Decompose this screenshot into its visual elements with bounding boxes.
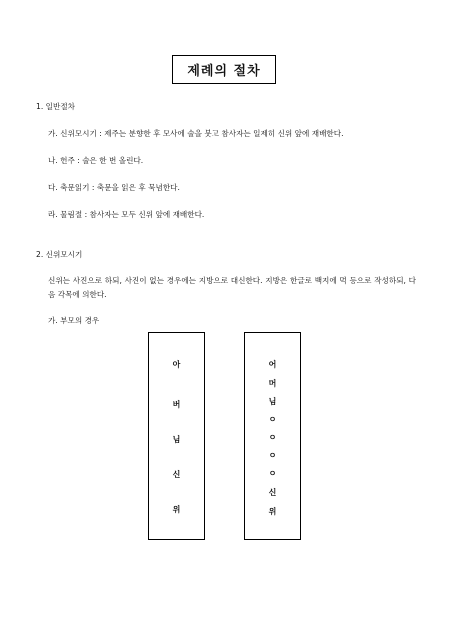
tablet-character: 신 [268,488,277,497]
tablet-character: 님 [268,397,277,406]
mother-memorial-tablet [244,332,301,540]
tablet-character: 위 [172,505,181,514]
section-2-heading: 2. 신위모시기 [36,250,83,259]
father-memorial-tablet [148,332,205,540]
tablet-character: ㅇ [268,415,277,424]
tablet-character: 머 [268,379,277,388]
section-1-item: 나. 헌주 : 술은 한 번 올린다. [48,156,144,165]
tablet-character: 아 [172,360,181,369]
tablet-character: 신 [172,470,181,479]
tablet-character: 님 [172,435,181,444]
section-2-sub-heading: 가. 부모의 경우 [48,316,100,325]
tablet-character: ㅇ [268,433,277,442]
tablet-character: 버 [172,400,181,409]
tablet-character: ㅇ [268,451,277,460]
tablet-character: ㅇ [268,469,277,478]
section-2-paragraph: 신위는 사진으로 하되, 사진이 없는 경우에는 지방으로 대신한다. 지방은 한글로 백지에 먹 등으로 작성하되, 다음 각목에 의한다. [48,276,416,299]
document-title: 제례의 절차 [172,55,276,84]
section-1-item: 가. 신위모시기 : 제주는 분향한 후 모사에 술을 붓고 참사자는 일제히 신위 앞에 재배한다. [48,129,344,138]
section-1-item: 다. 축문읽기 : 축문을 읽은 후 묵념한다. [48,183,180,192]
section-1-item: 라. 물림절 : 참사자는 모두 신위 앞에 재배한다. [48,210,205,219]
tablet-character: 위 [268,507,277,516]
section-1-heading: 1. 일반절차 [36,102,76,111]
tablet-character: 어 [268,360,277,369]
